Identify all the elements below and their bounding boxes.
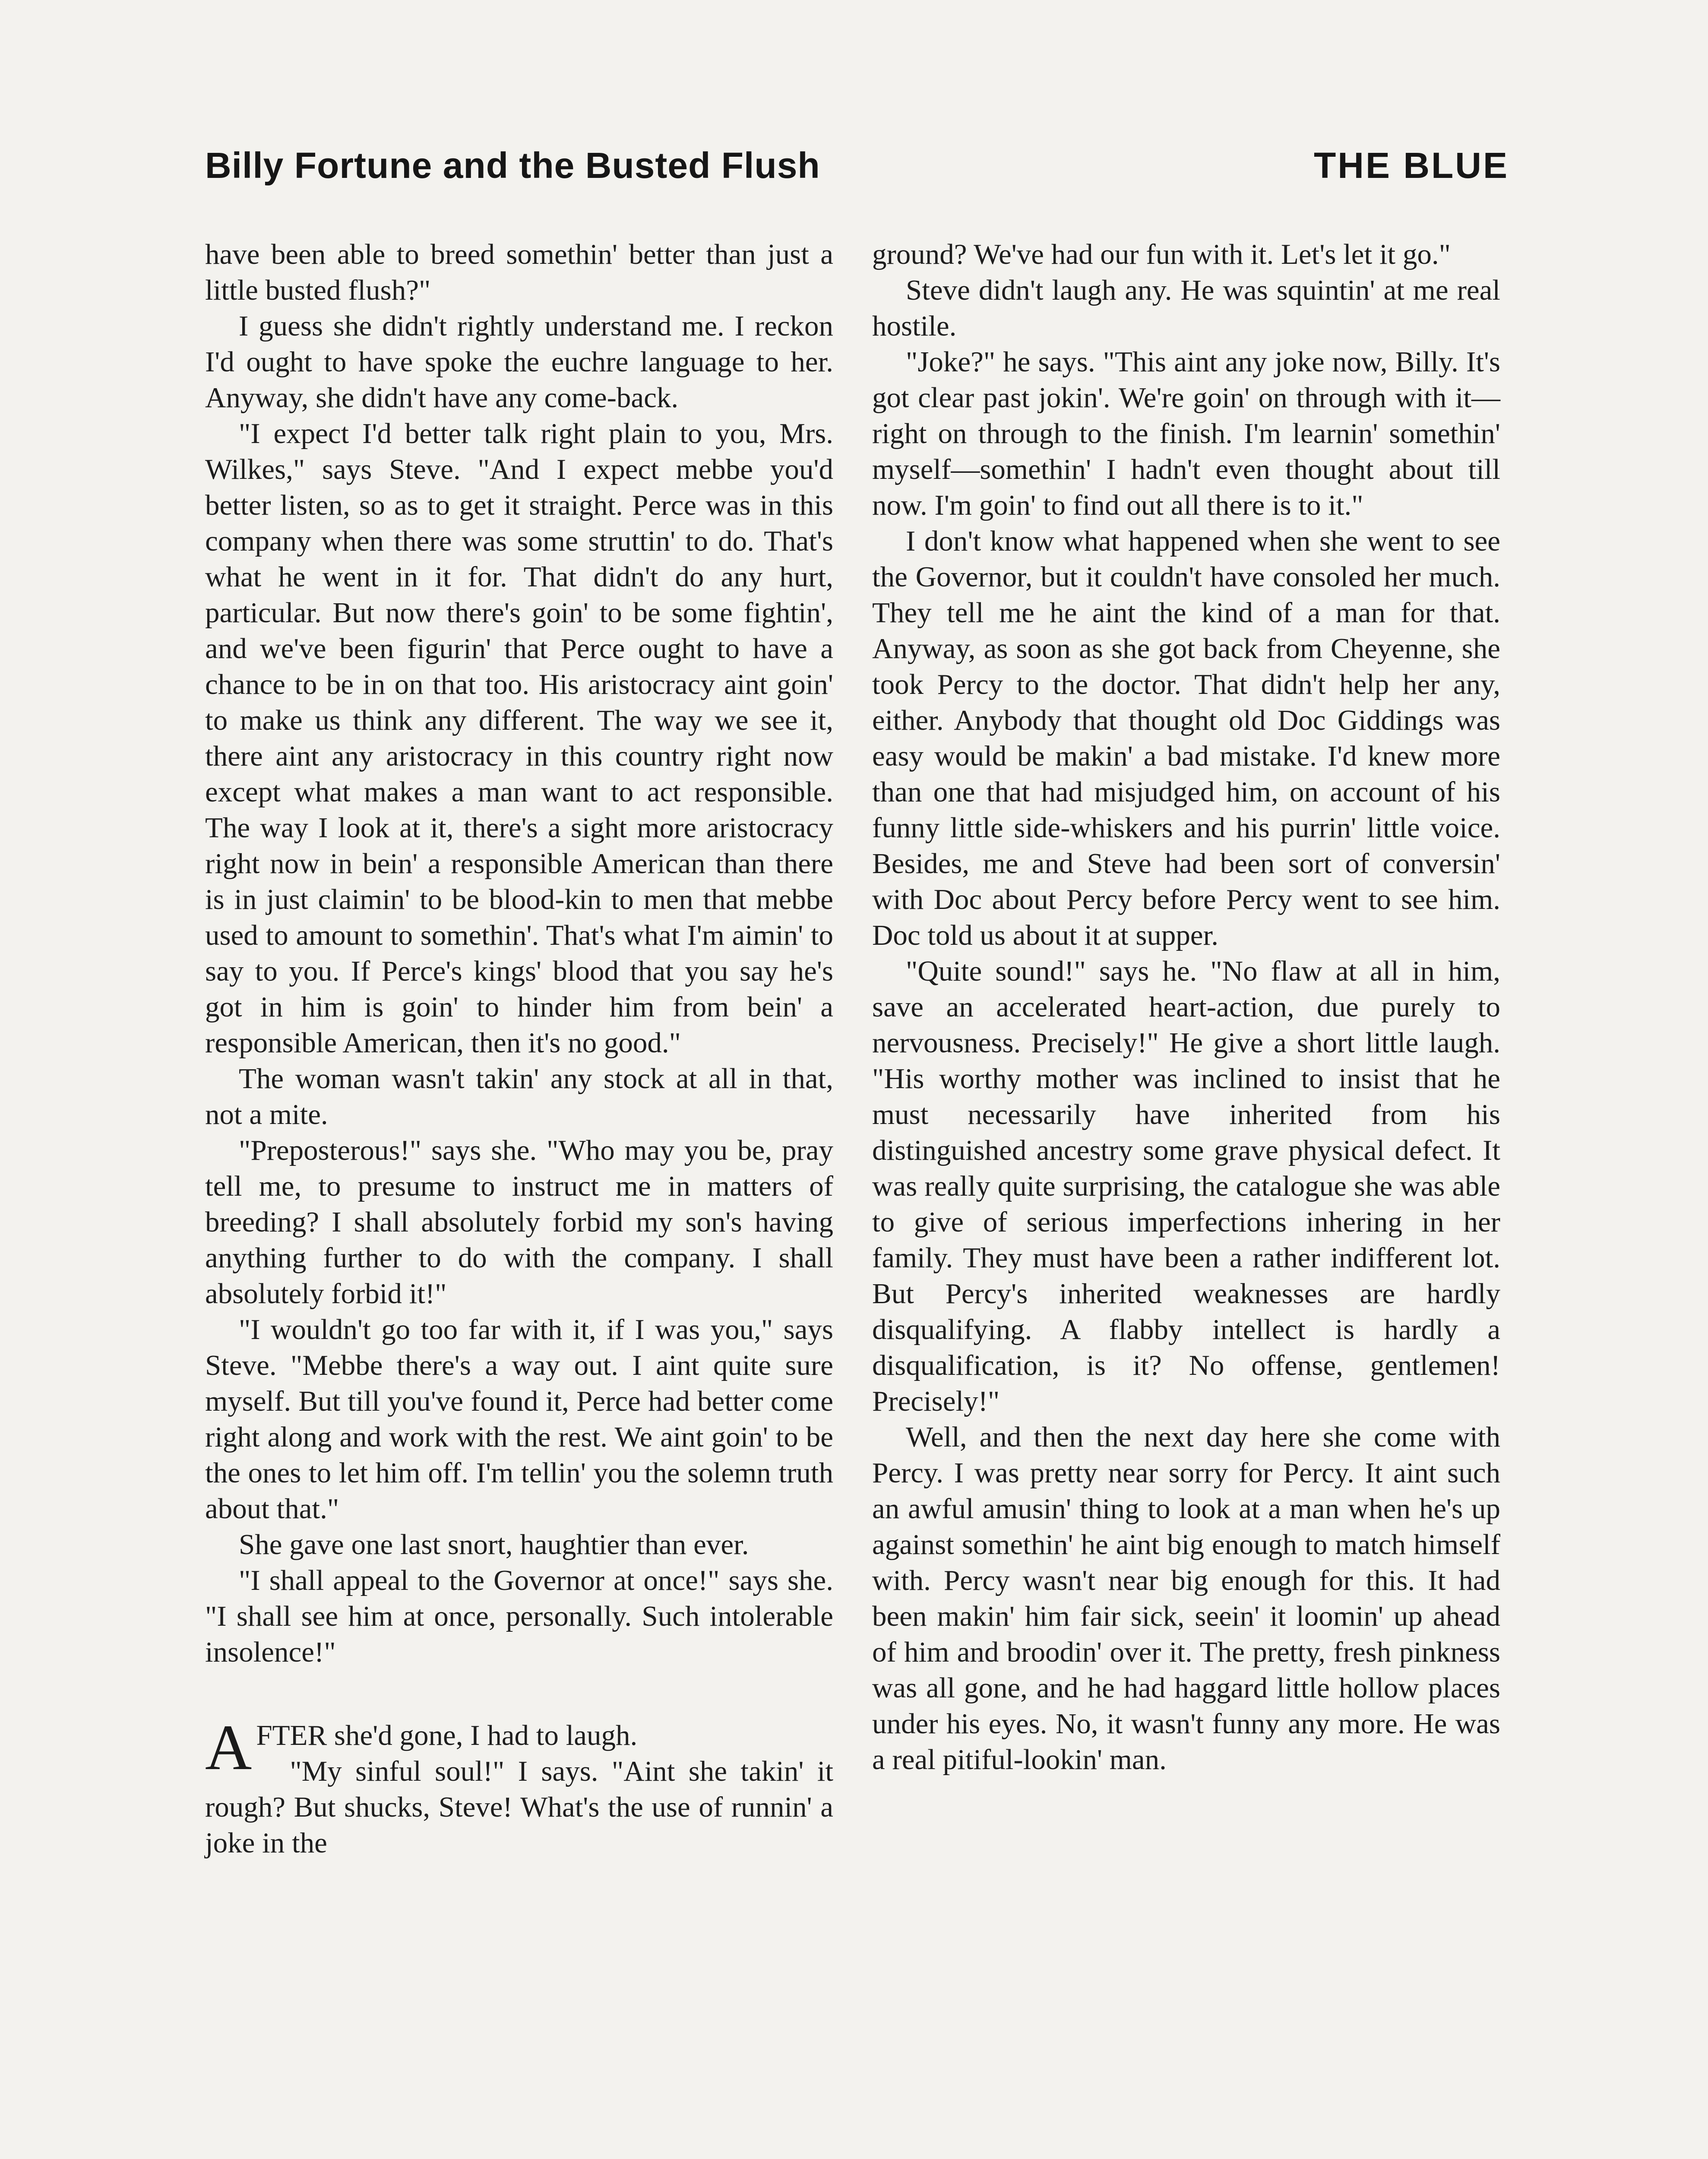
paragraph: have been able to breed somethin' better than just a little busted flush?": [205, 238, 833, 306]
paragraph: "My sinful soul!" I says. "Aint she takin' it rough? But shucks, Steve! What's the use of runnin' a joke in the: [205, 1755, 833, 1859]
paragraph: "Preposterous!" says she. "Who may you be, pray tell me, to presume to instruct me in matters of breeding? I shall absolutely forbid my son's having anything further to do with the company. I shall absolutely forbid it!": [205, 1134, 833, 1310]
magazine-name: THE BLUE: [1314, 145, 1509, 186]
paragraph: I don't know what happened when she went to see the Governor, but it couldn't have consoled her much. They tell me he aint the kind of a man for that. Anyway, as soon as she got back from Cheyenne, she took Percy to the doctor. That didn't help her any, either. Anybody that thought old Doc Giddings was easy would be makin' a bad mistake. I'd knew more than one that had misjudged him, on account of his funny little side-whiskers and his purrin' little voice. Besides, me and Steve had been sort of conversin' with Doc about Percy before Percy went to see him. Doc told us about it at supper.: [872, 525, 1500, 951]
paragraph: "Joke?" he says. "This aint any joke now, Billy. It's got clear past jokin'. We're goin' on through with it—right on through to the finish. I'm learnin' somethin' myself—somethin' I hadn't even thought about till now. I'm goin' to find out all there is to it.": [872, 346, 1500, 521]
paragraph: "I wouldn't go too far with it, if I was you," says Steve. "Mebbe there's a way out. I aint quite sure myself. But till you've found it, Perce had better come right along and work with the rest. We aint goin' to be the ones to let him off. I'm tellin' you the solemn truth about that.": [205, 1314, 833, 1525]
left-column: [205, 237, 833, 1861]
paragraph: I guess she didn't rightly understand me. I reckon I'd ought to have spoke the euchre language to her. Anyway, she didn't have any come-back.: [205, 310, 833, 414]
paragraph: "Quite sound!" says he. "No flaw at all in him, save an accelerated heart-action, due purely to nervousness. Precisely!" He give a short little laugh. "His worthy mother was inclined to insist that he must necessarily have inherited from his distinguished ancestry some grave physical defect. It was really quite surprising, the catalogue she was able to give of serious imperfections inhering in her family. They must have been a rather indifferent lot. But Percy's inherited weaknesses are hardly disqualifying. A flabby intellect is hardly a disqualification, is it? No offense, gentlemen! Precisely!": [872, 955, 1500, 1417]
paragraph: The woman wasn't takin' any stock at all in that, not a mite.: [205, 1063, 833, 1130]
paragraph: ground? We've had our fun with it. Let's let it go.": [872, 238, 1451, 270]
paragraph: "I shall appeal to the Governor at once!" says she. "I shall see him at once, personally. Such intolerable insolence!": [205, 1564, 833, 1668]
right-column: [872, 237, 1500, 1778]
section-break: [205, 1670, 833, 1718]
section-opening: [205, 1712, 833, 1783]
story-title: Billy Fortune and the Busted Flush: [205, 145, 820, 186]
paragraph: Well, and then the next day here she come with Percy. I was pretty near sorry for Percy. It aint such an awful amusin' thing to look at a man when he's up against somethin' he aint big enough to match himself with. Percy wasn't near big enough for this. It had been makin' him fair sick, seein' it loomin' up ahead of him and broodin' over it. The pretty, fresh pinkness was all gone, and he had haggard little hollow places under his eyes. No, it wasn't funny any more. He was a real pitiful-lookin' man.: [872, 1421, 1500, 1776]
paragraph: She gave one last snort, haughtier than ever.: [239, 1529, 749, 1561]
drop-cap: A: [205, 1712, 252, 1783]
opening-text: FTER she'd gone, I had to laugh.: [256, 1719, 638, 1751]
running-header: [205, 145, 1509, 201]
paragraph: Steve didn't laugh any. He was squintin' at me real hostile.: [872, 274, 1500, 342]
paragraph: "I expect I'd better talk right plain to you, Mrs. Wilkes," says Steve. "And I expect mebbe you'd better listen, so as to get it straight. Perce was in this company when there was some struttin' to do. That's what he went in it for. That didn't do any hurt, particular. But now there's goin' to be some fightin', and we've been figurin' that Perce ought to have a chance to be in on that too. His aristocracy aint goin' to make us think any different. The way we see it, there aint any aristocracy in this country right now except what makes a man want to act responsible. The way I look at it, there's a sight more aristocracy right now in bein' a responsible American than there is in just claimin' to be blood-kin to men that mebbe used to amount to somethin'. That's what I'm aimin' to say to you. If Perce's kings' blood that you say he's got in him is goin' to hinder him from bein' a responsible American, then it's no good.": [205, 418, 833, 1059]
